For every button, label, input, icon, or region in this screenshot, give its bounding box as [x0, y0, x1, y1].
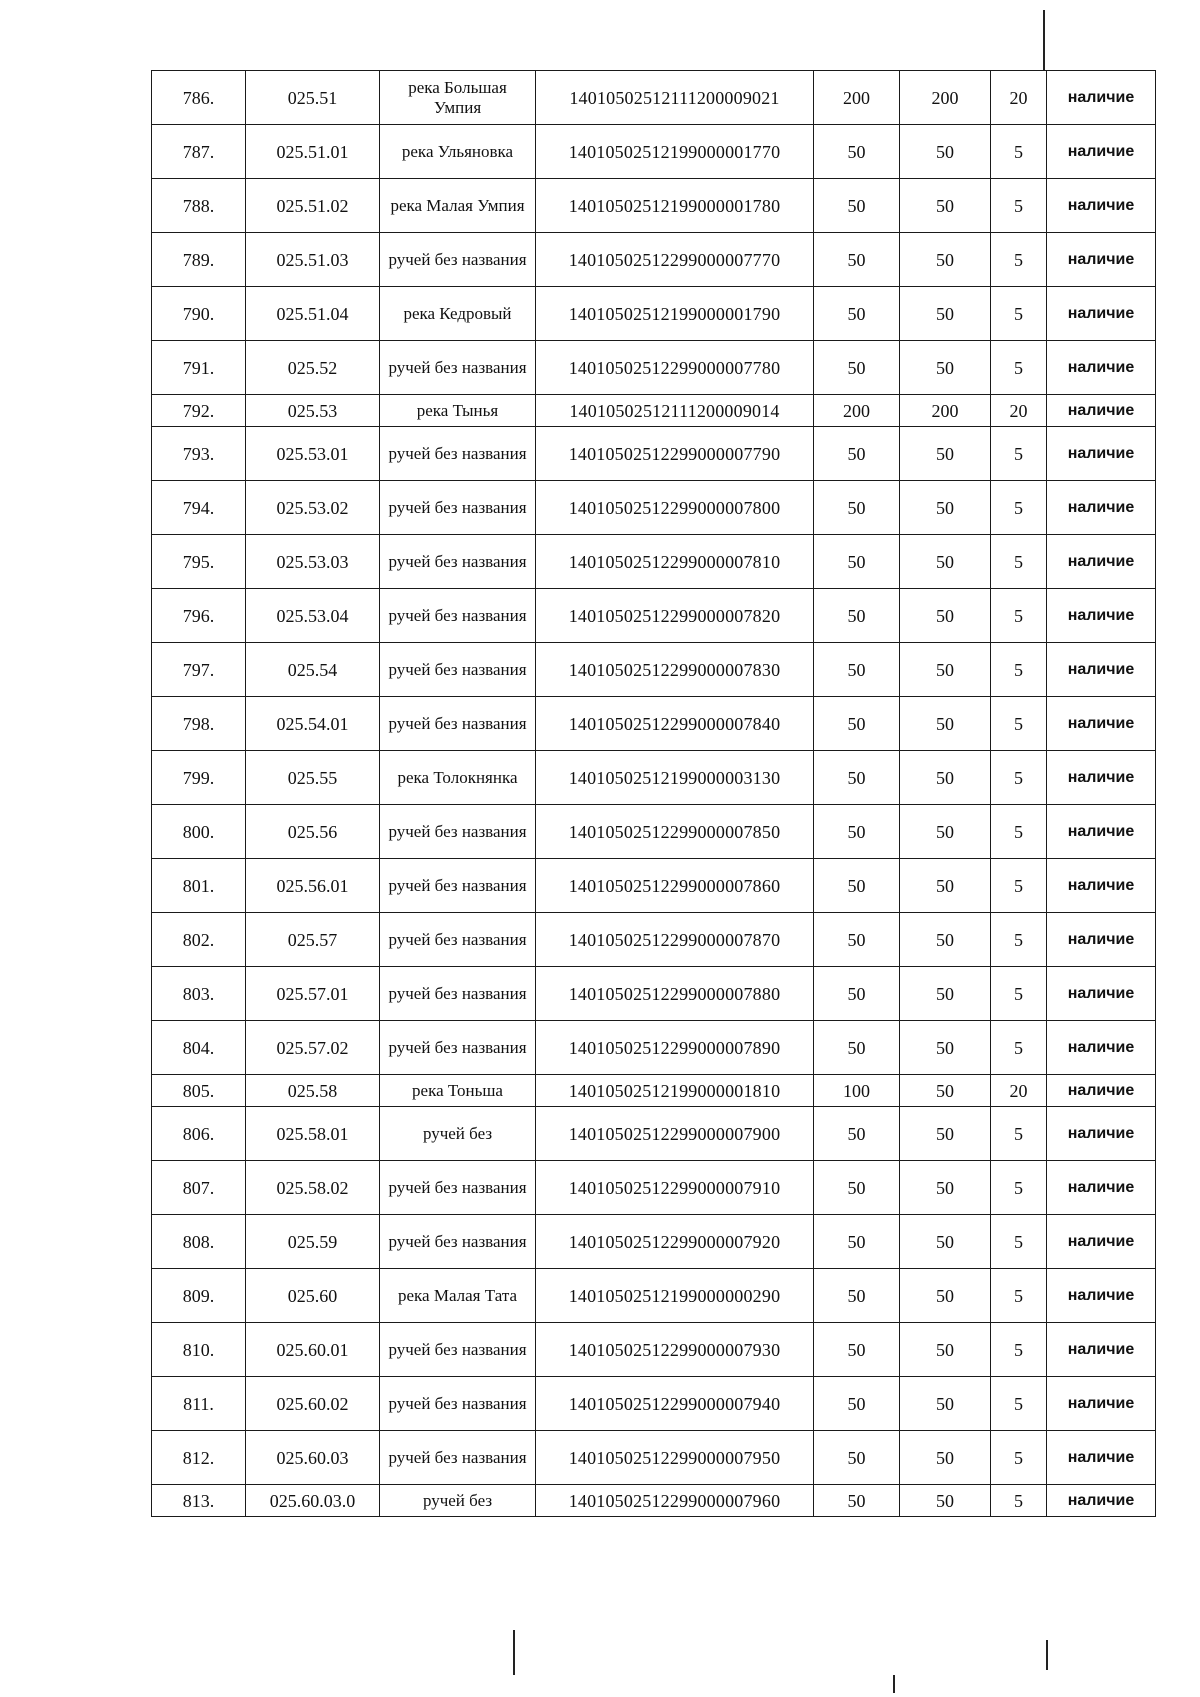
registry-code-cell: 14010502512299000007890	[536, 1021, 814, 1075]
status-cell: наличие	[1047, 179, 1156, 233]
value-cell-1: 200	[814, 71, 900, 125]
row-number-cell: 811.	[152, 1377, 246, 1431]
table-row	[152, 1161, 1156, 1215]
value-cell-3: 5	[991, 859, 1047, 913]
table-row	[152, 71, 1156, 125]
value-cell-1: 50	[814, 179, 900, 233]
value-cell-3: 5	[991, 287, 1047, 341]
hydro-code-cell: 025.57.02	[246, 1021, 380, 1075]
row-number-cell: 786.	[152, 71, 246, 125]
value-cell-1: 50	[814, 535, 900, 589]
status-cell: наличие	[1047, 287, 1156, 341]
value-cell-3: 20	[991, 1075, 1047, 1107]
value-cell-2: 50	[900, 1377, 991, 1431]
table-row	[152, 481, 1156, 535]
table-row	[152, 697, 1156, 751]
status-cell: наличие	[1047, 1269, 1156, 1323]
status-cell: наличие	[1047, 751, 1156, 805]
value-cell-2: 50	[900, 427, 991, 481]
value-cell-3: 20	[991, 71, 1047, 125]
status-cell: наличие	[1047, 1075, 1156, 1107]
table-row	[152, 805, 1156, 859]
value-cell-1: 50	[814, 1485, 900, 1517]
water-object-name-cell: река Малая Умпия	[380, 179, 536, 233]
registry-code-cell: 14010502512299000007860	[536, 859, 814, 913]
hydro-code-cell: 025.53.02	[246, 481, 380, 535]
hydro-code-cell: 025.54	[246, 643, 380, 697]
hydro-code-cell: 025.53.04	[246, 589, 380, 643]
status-cell: наличие	[1047, 1215, 1156, 1269]
value-cell-2: 50	[900, 1269, 991, 1323]
value-cell-2: 50	[900, 535, 991, 589]
row-number-cell: 808.	[152, 1215, 246, 1269]
value-cell-2: 50	[900, 341, 991, 395]
hydro-code-cell: 025.60.03	[246, 1431, 380, 1485]
value-cell-3: 5	[991, 1161, 1047, 1215]
value-cell-1: 50	[814, 1323, 900, 1377]
row-number-cell: 812.	[152, 1431, 246, 1485]
water-object-name-cell: ручей без названия	[380, 481, 536, 535]
hydro-code-cell: 025.54.01	[246, 697, 380, 751]
row-number-cell: 793.	[152, 427, 246, 481]
water-object-name-cell: ручей без	[380, 1107, 536, 1161]
value-cell-3: 5	[991, 967, 1047, 1021]
registry-code-cell: 14010502512299000007930	[536, 1323, 814, 1377]
status-cell: наличие	[1047, 805, 1156, 859]
row-number-cell: 809.	[152, 1269, 246, 1323]
status-cell: наличие	[1047, 233, 1156, 287]
status-cell: наличие	[1047, 535, 1156, 589]
table-body	[152, 71, 1156, 1517]
registry-code-cell: 14010502512299000007830	[536, 643, 814, 697]
table-row	[152, 1021, 1156, 1075]
status-cell: наличие	[1047, 1107, 1156, 1161]
registry-code-cell: 14010502512111200009021	[536, 71, 814, 125]
table-row	[152, 287, 1156, 341]
table-row	[152, 643, 1156, 697]
water-object-name-cell: ручей без названия	[380, 535, 536, 589]
row-number-cell: 804.	[152, 1021, 246, 1075]
value-cell-1: 200	[814, 395, 900, 427]
status-cell: наличие	[1047, 71, 1156, 125]
registry-code-cell: 14010502512299000007770	[536, 233, 814, 287]
scan-artifact-line	[1046, 1640, 1048, 1670]
table-row	[152, 395, 1156, 427]
value-cell-3: 5	[991, 125, 1047, 179]
registry-code-cell: 14010502512299000007870	[536, 913, 814, 967]
table-row	[152, 1075, 1156, 1107]
registry-code-cell: 14010502512299000007810	[536, 535, 814, 589]
table-row	[152, 859, 1156, 913]
row-number-cell: 788.	[152, 179, 246, 233]
water-object-name-cell: ручей без названия	[380, 1161, 536, 1215]
value-cell-1: 50	[814, 125, 900, 179]
water-object-name-cell: река Толокнянка	[380, 751, 536, 805]
status-cell: наличие	[1047, 1021, 1156, 1075]
value-cell-2: 50	[900, 1075, 991, 1107]
value-cell-1: 50	[814, 427, 900, 481]
table-row	[152, 427, 1156, 481]
value-cell-1: 50	[814, 1269, 900, 1323]
water-object-name-cell: ручей без названия	[380, 697, 536, 751]
value-cell-3: 5	[991, 179, 1047, 233]
row-number-cell: 791.	[152, 341, 246, 395]
status-cell: наличие	[1047, 589, 1156, 643]
row-number-cell: 807.	[152, 1161, 246, 1215]
value-cell-2: 50	[900, 1021, 991, 1075]
hydro-code-cell: 025.53.01	[246, 427, 380, 481]
value-cell-1: 50	[814, 643, 900, 697]
registry-code-cell: 14010502512199000001770	[536, 125, 814, 179]
hydro-code-cell: 025.58.02	[246, 1161, 380, 1215]
value-cell-3: 5	[991, 535, 1047, 589]
value-cell-2: 50	[900, 125, 991, 179]
status-cell: наличие	[1047, 395, 1156, 427]
hydro-code-cell: 025.60	[246, 1269, 380, 1323]
value-cell-2: 50	[900, 697, 991, 751]
value-cell-2: 50	[900, 481, 991, 535]
registry-code-cell: 14010502512299000007920	[536, 1215, 814, 1269]
water-object-name-cell: ручей без названия	[380, 1021, 536, 1075]
registry-code-cell: 14010502512299000007910	[536, 1161, 814, 1215]
value-cell-1: 50	[814, 967, 900, 1021]
value-cell-3: 5	[991, 481, 1047, 535]
row-number-cell: 801.	[152, 859, 246, 913]
water-object-name-cell: река Тынья	[380, 395, 536, 427]
row-number-cell: 787.	[152, 125, 246, 179]
value-cell-3: 5	[991, 913, 1047, 967]
status-cell: наличие	[1047, 1431, 1156, 1485]
scan-artifact-line	[893, 1675, 895, 1693]
table-row	[152, 125, 1156, 179]
row-number-cell: 794.	[152, 481, 246, 535]
row-number-cell: 799.	[152, 751, 246, 805]
row-number-cell: 803.	[152, 967, 246, 1021]
value-cell-3: 5	[991, 589, 1047, 643]
value-cell-1: 50	[814, 1377, 900, 1431]
hydro-code-cell: 025.57.01	[246, 967, 380, 1021]
status-cell: наличие	[1047, 967, 1156, 1021]
value-cell-1: 50	[814, 233, 900, 287]
value-cell-3: 5	[991, 233, 1047, 287]
table-row	[152, 589, 1156, 643]
status-cell: наличие	[1047, 913, 1156, 967]
water-object-name-cell: река Малая Тата	[380, 1269, 536, 1323]
value-cell-1: 50	[814, 481, 900, 535]
registry-code-cell: 14010502512299000007820	[536, 589, 814, 643]
row-number-cell: 798.	[152, 697, 246, 751]
value-cell-1: 50	[814, 1215, 900, 1269]
value-cell-2: 50	[900, 233, 991, 287]
value-cell-1: 100	[814, 1075, 900, 1107]
water-object-name-cell: ручей без названия	[380, 1215, 536, 1269]
table-row	[152, 233, 1156, 287]
registry-code-cell: 14010502512299000007780	[536, 341, 814, 395]
hydro-code-cell: 025.51.04	[246, 287, 380, 341]
hydro-code-cell: 025.51	[246, 71, 380, 125]
water-objects-table	[151, 70, 1156, 1517]
value-cell-2: 50	[900, 913, 991, 967]
registry-code-cell: 14010502512299000007900	[536, 1107, 814, 1161]
value-cell-2: 50	[900, 1323, 991, 1377]
value-cell-3: 20	[991, 395, 1047, 427]
water-object-name-cell: река Тоньша	[380, 1075, 536, 1107]
value-cell-3: 5	[991, 341, 1047, 395]
registry-code-cell: 14010502512111200009014	[536, 395, 814, 427]
value-cell-3: 5	[991, 1107, 1047, 1161]
water-object-name-cell: ручей без названия	[380, 859, 536, 913]
table-row	[152, 179, 1156, 233]
water-object-name-cell: река Большая Умпия	[380, 71, 536, 125]
registry-code-cell: 14010502512299000007960	[536, 1485, 814, 1517]
value-cell-1: 50	[814, 1161, 900, 1215]
row-number-cell: 792.	[152, 395, 246, 427]
value-cell-2: 50	[900, 1485, 991, 1517]
registry-code-cell: 14010502512299000007790	[536, 427, 814, 481]
hydro-code-cell: 025.51.02	[246, 179, 380, 233]
hydro-code-cell: 025.56	[246, 805, 380, 859]
table-row	[152, 1485, 1156, 1517]
hydro-code-cell: 025.60.03.0	[246, 1485, 380, 1517]
status-cell: наличие	[1047, 1161, 1156, 1215]
water-object-name-cell: ручей без названия	[380, 341, 536, 395]
row-number-cell: 796.	[152, 589, 246, 643]
registry-code-cell: 14010502512299000007840	[536, 697, 814, 751]
row-number-cell: 800.	[152, 805, 246, 859]
hydro-code-cell: 025.58.01	[246, 1107, 380, 1161]
value-cell-2: 50	[900, 1215, 991, 1269]
row-number-cell: 805.	[152, 1075, 246, 1107]
value-cell-3: 5	[991, 1269, 1047, 1323]
hydro-code-cell: 025.53.03	[246, 535, 380, 589]
status-cell: наличие	[1047, 481, 1156, 535]
registry-code-cell: 14010502512199000001790	[536, 287, 814, 341]
registry-code-cell: 14010502512299000007950	[536, 1431, 814, 1485]
water-object-name-cell: ручей без названия	[380, 233, 536, 287]
water-object-name-cell: ручей без названия	[380, 967, 536, 1021]
status-cell: наличие	[1047, 643, 1156, 697]
value-cell-3: 5	[991, 1377, 1047, 1431]
table-row	[152, 1377, 1156, 1431]
value-cell-1: 50	[814, 697, 900, 751]
value-cell-1: 50	[814, 341, 900, 395]
value-cell-3: 5	[991, 427, 1047, 481]
hydro-code-cell: 025.57	[246, 913, 380, 967]
registry-code-cell: 14010502512199000003130	[536, 751, 814, 805]
water-object-name-cell: ручей без названия	[380, 643, 536, 697]
value-cell-1: 50	[814, 913, 900, 967]
value-cell-2: 50	[900, 1431, 991, 1485]
registry-code-cell: 14010502512299000007850	[536, 805, 814, 859]
water-object-name-cell: ручей без названия	[380, 913, 536, 967]
status-cell: наличие	[1047, 125, 1156, 179]
water-object-name-cell: ручей без названия	[380, 805, 536, 859]
table-row	[152, 341, 1156, 395]
hydro-code-cell: 025.53	[246, 395, 380, 427]
water-object-name-cell: ручей без	[380, 1485, 536, 1517]
value-cell-1: 50	[814, 1021, 900, 1075]
scan-artifact-line	[513, 1630, 515, 1675]
row-number-cell: 806.	[152, 1107, 246, 1161]
value-cell-2: 50	[900, 643, 991, 697]
table-row	[152, 967, 1156, 1021]
value-cell-2: 50	[900, 287, 991, 341]
status-cell: наличие	[1047, 1323, 1156, 1377]
value-cell-2: 50	[900, 805, 991, 859]
water-object-name-cell: река Кедровый	[380, 287, 536, 341]
table-row	[152, 1323, 1156, 1377]
value-cell-3: 5	[991, 805, 1047, 859]
water-object-name-cell: река Ульяновка	[380, 125, 536, 179]
value-cell-2: 200	[900, 395, 991, 427]
value-cell-3: 5	[991, 1485, 1047, 1517]
value-cell-2: 50	[900, 967, 991, 1021]
registry-code-cell: 14010502512299000007940	[536, 1377, 814, 1431]
row-number-cell: 795.	[152, 535, 246, 589]
table-row	[152, 913, 1156, 967]
row-number-cell: 797.	[152, 643, 246, 697]
registry-code-cell: 14010502512299000007800	[536, 481, 814, 535]
hydro-code-cell: 025.60.01	[246, 1323, 380, 1377]
row-number-cell: 813.	[152, 1485, 246, 1517]
value-cell-3: 5	[991, 1021, 1047, 1075]
hydro-code-cell: 025.60.02	[246, 1377, 380, 1431]
row-number-cell: 810.	[152, 1323, 246, 1377]
value-cell-1: 50	[814, 1107, 900, 1161]
status-cell: наличие	[1047, 1485, 1156, 1517]
table-row	[152, 1107, 1156, 1161]
water-object-name-cell: ручей без названия	[380, 1323, 536, 1377]
value-cell-2: 50	[900, 179, 991, 233]
registry-code-cell: 14010502512199000000290	[536, 1269, 814, 1323]
value-cell-1: 50	[814, 751, 900, 805]
table-row	[152, 535, 1156, 589]
value-cell-3: 5	[991, 1431, 1047, 1485]
value-cell-2: 200	[900, 71, 991, 125]
value-cell-1: 50	[814, 589, 900, 643]
value-cell-1: 50	[814, 287, 900, 341]
value-cell-3: 5	[991, 1215, 1047, 1269]
value-cell-2: 50	[900, 1107, 991, 1161]
row-number-cell: 802.	[152, 913, 246, 967]
table-row	[152, 1215, 1156, 1269]
status-cell: наличие	[1047, 697, 1156, 751]
water-object-name-cell: ручей без названия	[380, 589, 536, 643]
registry-code-cell: 14010502512299000007880	[536, 967, 814, 1021]
value-cell-3: 5	[991, 643, 1047, 697]
value-cell-1: 50	[814, 1431, 900, 1485]
status-cell: наличие	[1047, 1377, 1156, 1431]
row-number-cell: 790.	[152, 287, 246, 341]
water-object-name-cell: ручей без названия	[380, 427, 536, 481]
value-cell-2: 50	[900, 751, 991, 805]
value-cell-2: 50	[900, 1161, 991, 1215]
hydro-code-cell: 025.52	[246, 341, 380, 395]
value-cell-1: 50	[814, 805, 900, 859]
hydro-code-cell: 025.55	[246, 751, 380, 805]
table-row	[152, 751, 1156, 805]
hydro-code-cell: 025.51.01	[246, 125, 380, 179]
status-cell: наличие	[1047, 859, 1156, 913]
value-cell-1: 50	[814, 859, 900, 913]
status-cell: наличие	[1047, 341, 1156, 395]
table-row	[152, 1269, 1156, 1323]
status-cell: наличие	[1047, 427, 1156, 481]
hydro-code-cell: 025.59	[246, 1215, 380, 1269]
value-cell-3: 5	[991, 697, 1047, 751]
hydro-code-cell: 025.56.01	[246, 859, 380, 913]
value-cell-3: 5	[991, 1323, 1047, 1377]
scan-artifact-line	[1043, 10, 1045, 70]
hydro-code-cell: 025.58	[246, 1075, 380, 1107]
value-cell-2: 50	[900, 859, 991, 913]
value-cell-3: 5	[991, 751, 1047, 805]
row-number-cell: 789.	[152, 233, 246, 287]
registry-code-cell: 14010502512199000001780	[536, 179, 814, 233]
water-object-name-cell: ручей без названия	[380, 1431, 536, 1485]
registry-code-cell: 14010502512199000001810	[536, 1075, 814, 1107]
hydro-code-cell: 025.51.03	[246, 233, 380, 287]
water-object-name-cell: ручей без названия	[380, 1377, 536, 1431]
table-row	[152, 1431, 1156, 1485]
value-cell-2: 50	[900, 589, 991, 643]
